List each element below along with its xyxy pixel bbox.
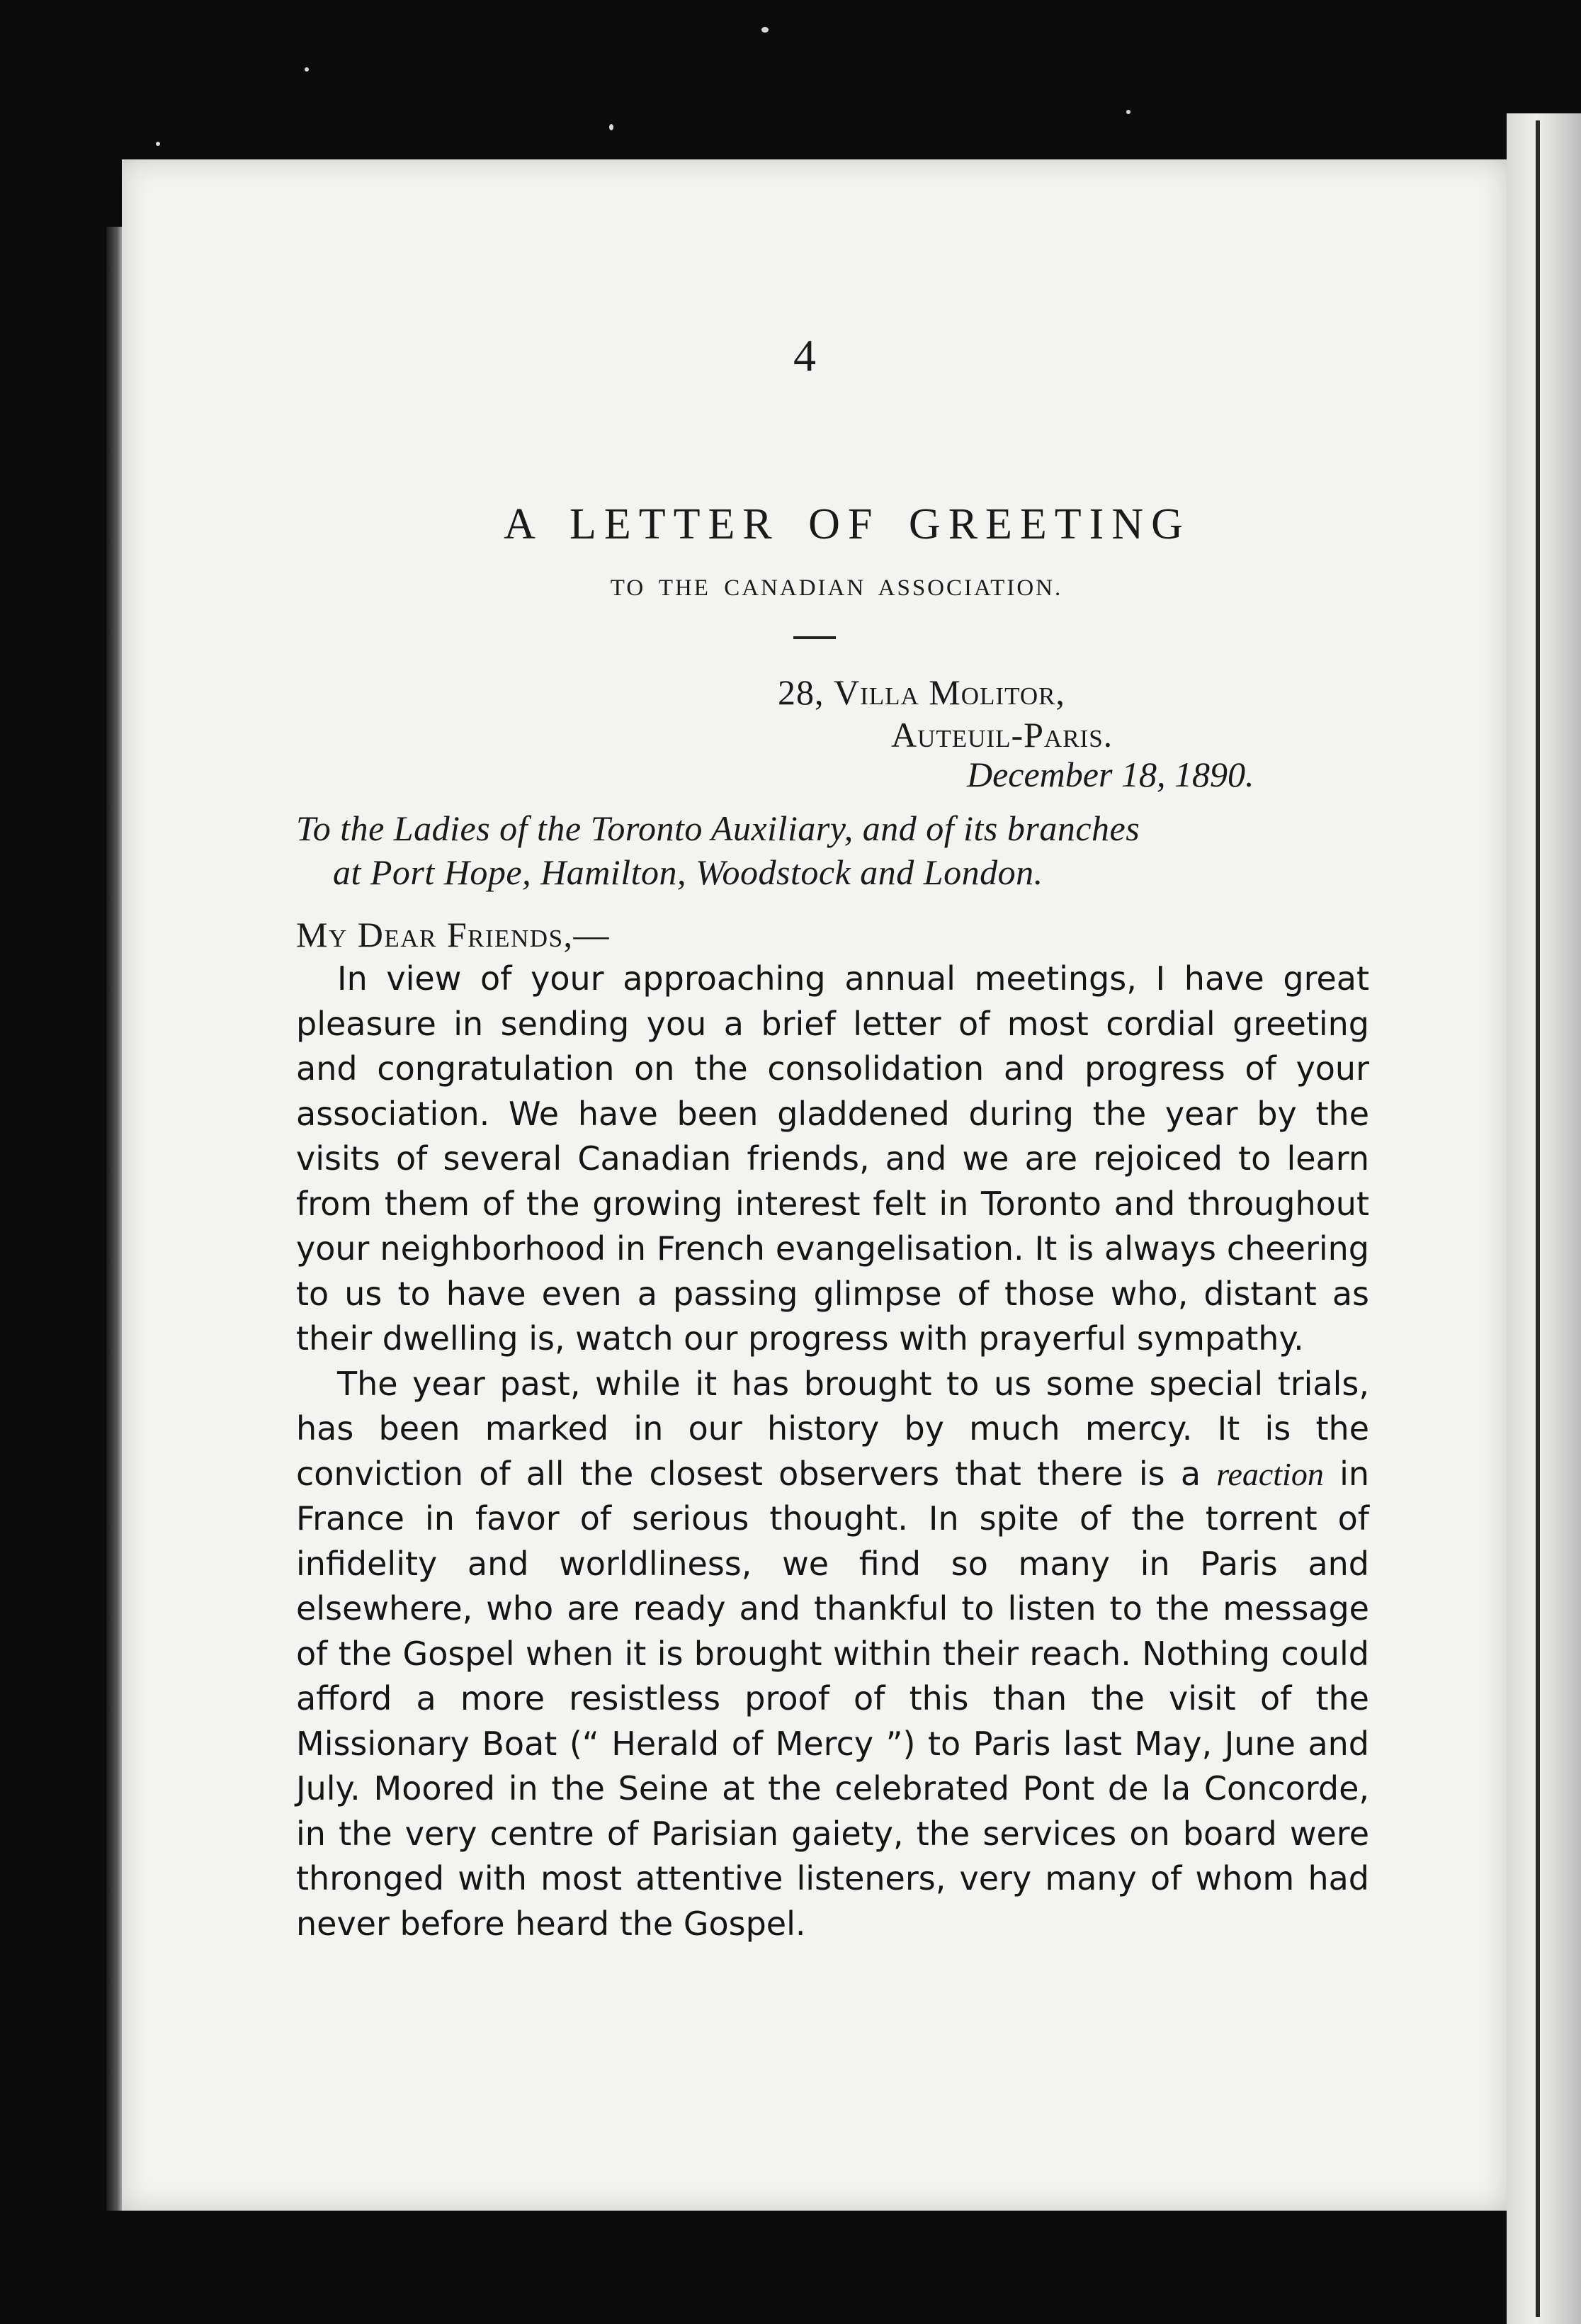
salutation: My Dear Friends,— bbox=[296, 915, 611, 954]
address-number: 28, bbox=[778, 672, 834, 712]
recipient-line-2: at Port Hope, Hamilton, Woodstock and London. bbox=[333, 852, 1043, 892]
paragraph-2-end: in France in favor of serious thought. In spite of the torrent of infidelity and worldliness, we find so many in Paris and elsewhere, who are ready and thankful to listen to the message of the Gospel when it is brought within their reach. Nothing could afford a more resistless proof of this than the visit of the Missionary Boat (“ Herald of Mercy ”) to Paris last May, June and July. Moored in the Seine at the celebrated Pont de la Concorde, in the very centre of Parisian gaiety, the services on board were thronged with most attentive listeners, very many of whom had never before heard the Gospel. bbox=[296, 1454, 1369, 1943]
letter-date: December 18, 1890. bbox=[967, 755, 1254, 794]
paragraph-2 bbox=[296, 1362, 1369, 1947]
paragraph-2-start: The year past, while it has brought to us some special trials, has been marked in our history by much mercy. It is the conviction of all the closest observers that there is a bbox=[296, 1364, 1369, 1493]
title-divider bbox=[793, 636, 836, 639]
page-number: 4 bbox=[793, 330, 816, 380]
recipient-line-1: To the Ladies of the Toronto Auxiliary, and of its branches bbox=[296, 808, 1140, 848]
address-line-city bbox=[891, 714, 1113, 755]
letter-title: A LETTER OF GREETING bbox=[504, 500, 1191, 548]
paragraph-2-emphasis: reaction bbox=[1216, 1455, 1324, 1492]
letter-body bbox=[296, 957, 1369, 1946]
address-street: Villa Molitor, bbox=[834, 672, 1065, 712]
address-city: Auteuil-Paris. bbox=[891, 715, 1114, 755]
address-line-street bbox=[778, 672, 1065, 713]
letter-subtitle: TO THE CANADIAN ASSOCIATION. bbox=[610, 575, 1063, 601]
paragraph-1: In view of your approaching annual meetings, I have great pleasure in sending you a brief letter of most cordial greeting and congratulation on the consolidation and progress of your association. We have been gladdened during the year by the visits of several Canadian friends, and we are rejoiced to learn from them of the growing interest felt in Toronto and throughout your neighborhood in French evangelisation. It is always cheering to us to have even a passing glimpse of those who, distant as their dwelling is, watch our progress with prayerful sympathy. bbox=[296, 959, 1369, 1358]
